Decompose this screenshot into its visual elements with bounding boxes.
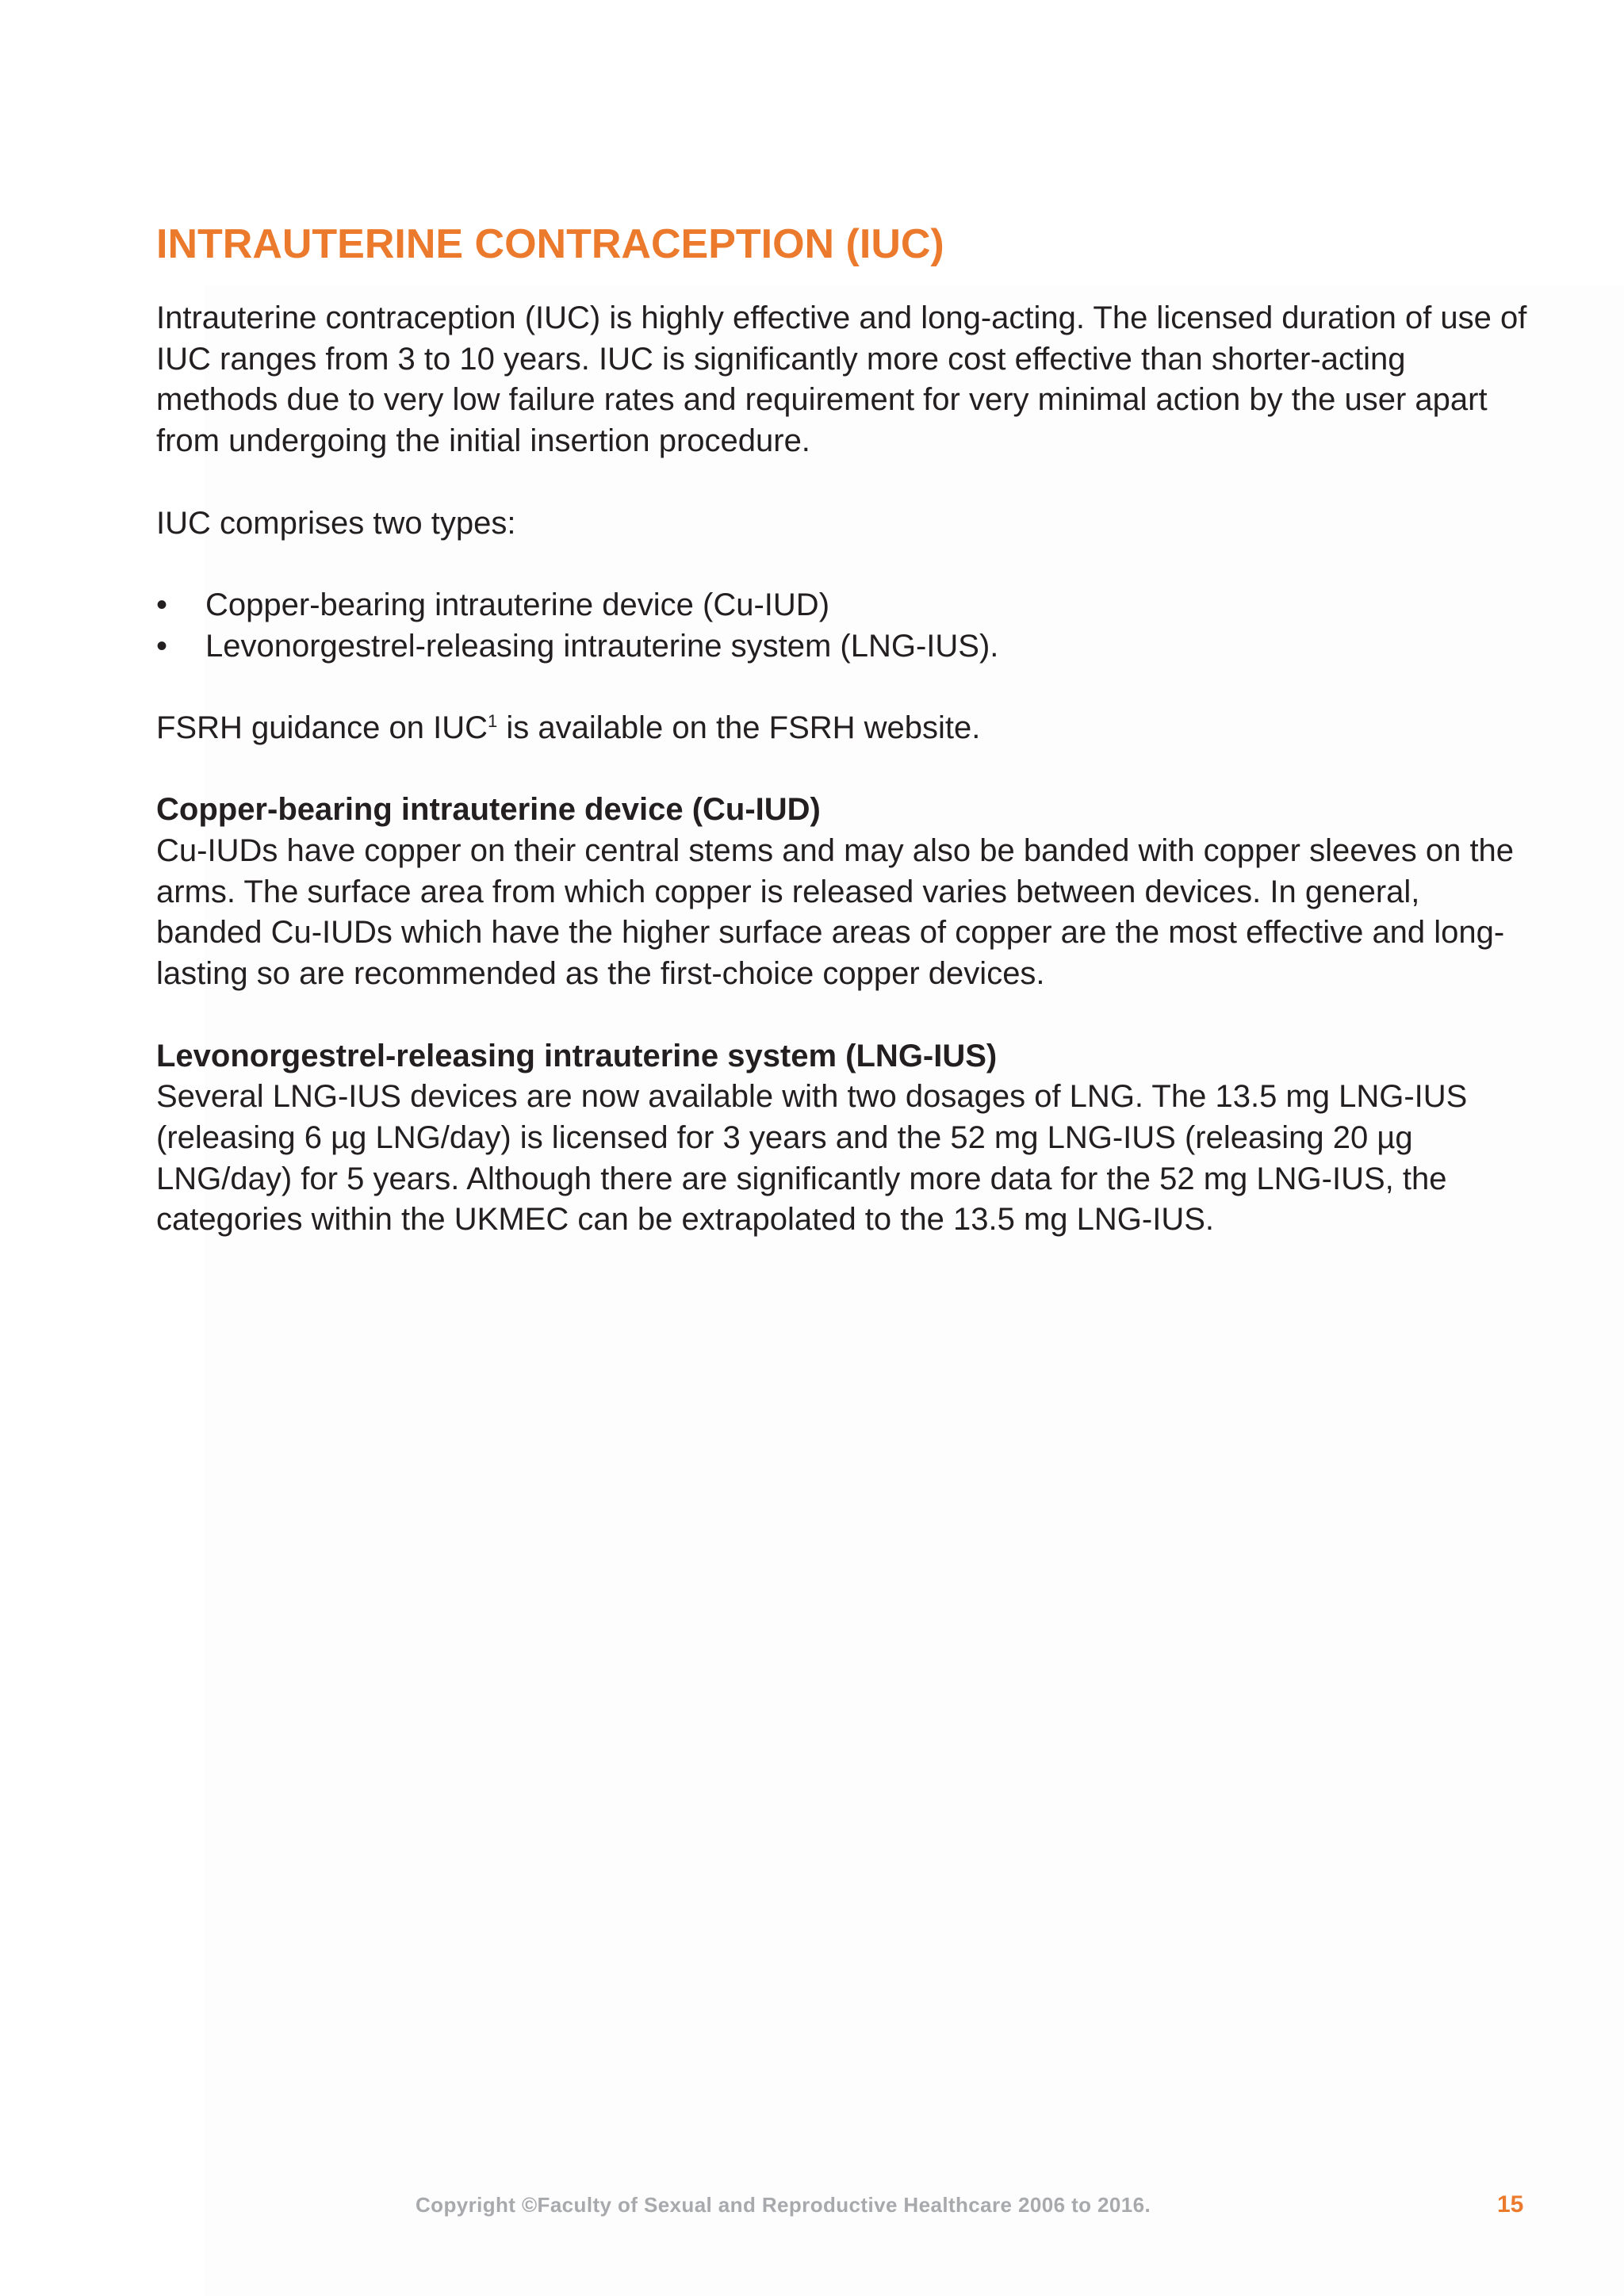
- page-number: 15: [1497, 2191, 1524, 2218]
- guidance-text-end: is available on the FSRH website.: [497, 710, 981, 745]
- bullet-icon: •: [156, 628, 168, 664]
- list-item: [156, 585, 1528, 626]
- section-cu-iud: [156, 790, 1528, 995]
- list-item-text: Levonorgestrel-releasing intrauterine system (LNG-IUS).: [205, 628, 999, 664]
- footnote-reference[interactable]: 1: [487, 710, 498, 731]
- list-item: [156, 626, 1528, 668]
- section-heading: Levonorgestrel-releasing intrauterine system (LNG-IUS): [156, 1038, 998, 1073]
- section-heading: Copper-bearing intrauterine device (Cu-IUD): [156, 792, 821, 828]
- footer-copyright: Copyright ©Faculty of Sexual and Reproductive Healthcare 2006 to 2016.: [416, 2193, 1151, 2217]
- section-lng-ius: [156, 1036, 1528, 1242]
- iuc-types-list: [156, 585, 1528, 667]
- list-item-text: Copper-bearing intrauterine device (Cu-IUD): [205, 587, 830, 622]
- page-content: [156, 219, 1528, 1241]
- intro-paragraph: Intrauterine contraception (IUC) is highly effective and long-acting. The licensed duration of use of IUC ranges from 3 to 10 years. IUC is significantly more cost effective than shorter-acting methods due to very low failure rates and requirement for very minimal action by the user apart from undergoing the initial insertion procedure.: [156, 300, 1527, 459]
- guidance-text-start: FSRH guidance on IUC: [156, 710, 488, 745]
- section-body: Cu-IUDs have copper on their central stems and may also be banded with copper sleeves on the arms. The surface area from which copper is released varies between devices. In general, banded Cu-IUDs which have the higher surface areas of copper are the most effective and long-lasting so are recommended as the first-choice copper devices.: [156, 833, 1515, 992]
- section-body: Several LNG-IUS devices are now available with two dosages of LNG. The 13.5 mg LNG-IUS (releasing 6 µg LNG/day) is licensed for 3 years and the 52 mg LNG-IUS (releasing 20 µg LNG/day) for 5 years. Although there are significantly more data for the 52 mg LNG-IUS, the categories within the UKMEC can be extrapolated to the 13.5 mg LNG-IUS.: [156, 1079, 1468, 1238]
- types-intro-paragraph: IUC comprises two types:: [156, 505, 516, 541]
- page-title: INTRAUTERINE CONTRACEPTION (IUC): [156, 221, 944, 267]
- guidance-paragraph: [156, 708, 1528, 749]
- bullet-icon: •: [156, 587, 168, 622]
